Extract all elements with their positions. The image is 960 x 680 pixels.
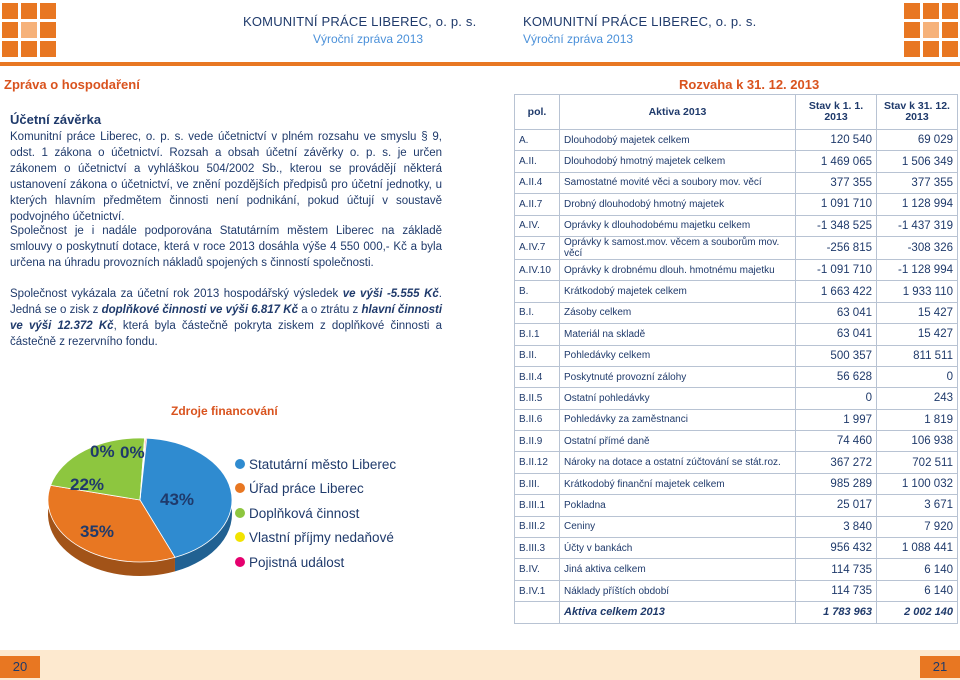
row-value-2: 243 [877, 388, 958, 409]
chart-title: Zdroje financování [171, 404, 278, 418]
header-left-title: KOMUNITNÍ PRÁCE LIBEREC, o. p. s. [243, 14, 477, 29]
row-value-1: 114 735 [796, 580, 877, 601]
table-row [515, 388, 958, 409]
row-code: A.IV.7 [515, 236, 560, 259]
row-code: B. [515, 281, 560, 302]
row-value-2: 1 100 032 [877, 473, 958, 494]
row-value-2: -308 326 [877, 236, 958, 259]
p3-text-c: . Jedná se o zisk z [10, 288, 442, 316]
row-value-1: 1 469 065 [796, 151, 877, 172]
row-value-1: 956 432 [796, 538, 877, 559]
row-value-2: 1 088 441 [877, 538, 958, 559]
row-value-2: 6 140 [877, 580, 958, 601]
row-name: Ostatní pohledávky [560, 388, 796, 409]
row-value-1: -1 091 710 [796, 259, 877, 280]
pie-label-1: 35% [80, 522, 115, 541]
row-value-1: 1 663 422 [796, 281, 877, 302]
footer-band [0, 650, 960, 680]
table-row [515, 409, 958, 430]
row-value-1: 74 460 [796, 431, 877, 452]
pie-label-0: 43% [160, 490, 195, 509]
table-row [515, 281, 958, 302]
table-row [515, 495, 958, 516]
row-name: Samostatné movité věci a soubory mov. věcí [560, 172, 796, 193]
total-v1: 1 783 963 [796, 602, 877, 623]
row-value-2: 15 427 [877, 324, 958, 345]
table-row [515, 236, 958, 259]
table-row [515, 172, 958, 193]
row-value-1: 3 840 [796, 516, 877, 537]
row-value-2: 1 933 110 [877, 281, 958, 302]
table-row [515, 302, 958, 323]
legend-item-3 [235, 530, 394, 545]
table-row [515, 366, 958, 387]
row-value-2: 15 427 [877, 302, 958, 323]
row-name: Ceniny [560, 516, 796, 537]
table-row [515, 345, 958, 366]
table-row [515, 431, 958, 452]
row-code: B.IV. [515, 559, 560, 580]
row-value-1: 25 017 [796, 495, 877, 516]
row-code: B.II. [515, 345, 560, 366]
row-value-1: 0 [796, 388, 877, 409]
row-code: A.IV.10 [515, 259, 560, 280]
row-value-2: 702 511 [877, 452, 958, 473]
row-name: Zásoby celkem [560, 302, 796, 323]
row-value-1: 377 355 [796, 172, 877, 193]
legend-label-4: Pojistná událost [249, 555, 345, 570]
row-name: Oprávky k samost.mov. věcem a souborům mov. věcí [560, 236, 796, 259]
row-name: Účty v bankách [560, 538, 796, 559]
paragraph-2: Společnost je i nadále podporována Statutárním městem Liberec na základě smlouvy o poskytnutí dotace, která v roce 2013 dosáhla výše 4 550 000,- Kč a byla určena na úhradu provozních nákladů spojených s činností společnosti. [10, 225, 442, 269]
row-value-1: 1 091 710 [796, 194, 877, 215]
row-value-1: 56 628 [796, 366, 877, 387]
row-value-2: 0 [877, 366, 958, 387]
row-name: Krátkodobý majetek celkem [560, 281, 796, 302]
row-code: A.II.4 [515, 172, 560, 193]
row-value-2: 3 671 [877, 495, 958, 516]
row-value-2: 811 511 [877, 345, 958, 366]
total-code [515, 602, 560, 623]
row-value-1: 120 540 [796, 130, 877, 151]
balance-sheet-table [514, 94, 958, 624]
header-right-title: KOMUNITNÍ PRÁCE LIBEREC, o. p. s. [523, 14, 757, 29]
row-code: B.II.9 [515, 431, 560, 452]
table-row [515, 324, 958, 345]
section-title-left: Zpráva o hospodaření [4, 77, 140, 92]
row-value-2: 7 920 [877, 516, 958, 537]
legend-label-1: Úřad práce Liberec [249, 481, 364, 496]
legend-dot-0 [235, 459, 245, 469]
row-name: Oprávky k dlouhodobému majetku celkem [560, 215, 796, 236]
paragraph-3 [10, 286, 442, 350]
row-code: B.IV.1 [515, 580, 560, 601]
table-row [515, 580, 958, 601]
row-value-1: 367 272 [796, 452, 877, 473]
section-title-right: Rozvaha k 31. 12. 2013 [679, 77, 820, 92]
row-name: Nároky na dotace a ostatní zúčtování se stát.roz. [560, 452, 796, 473]
legend-dot-3 [235, 532, 245, 542]
p3-result: ve výši -5.555 Kč [342, 288, 439, 300]
legend-label-0: Statutární město Liberec [249, 457, 397, 472]
table-row [515, 452, 958, 473]
row-code: B.III.3 [515, 538, 560, 559]
col-pol: pol. [515, 95, 560, 130]
row-code: A.II.7 [515, 194, 560, 215]
table-row [515, 151, 958, 172]
legend-item-4 [235, 555, 344, 570]
row-value-1: -256 815 [796, 236, 877, 259]
row-value-1: 63 041 [796, 324, 877, 345]
legend-item-1 [235, 481, 364, 496]
pie-label-2: 22% [70, 475, 105, 494]
pie-label-3: 0% [90, 442, 115, 461]
row-name: Dlouhodobý majetek celkem [560, 130, 796, 151]
total-name: Aktiva celkem 2013 [560, 602, 796, 623]
p3-text-a: Společnost vykázala za účetní rok 2013 hospodářský výsledek [10, 288, 343, 300]
table-row [515, 559, 958, 580]
table-row [515, 473, 958, 494]
row-code: A.IV. [515, 215, 560, 236]
col-stav-1: Stav k 1. 1. 2013 [796, 95, 877, 130]
row-name: Ostatní přímé daně [560, 431, 796, 452]
row-value-2: 377 355 [877, 172, 958, 193]
legend-item-0 [235, 457, 396, 472]
row-value-2: 1 128 994 [877, 194, 958, 215]
row-value-2: 1 506 349 [877, 151, 958, 172]
p3-text-e: a o ztrátu z [298, 304, 362, 316]
p3-text-g: , která byla částečně pokryta ziskem z doplňkové činnosti a částečně z rezervního fondu. [10, 320, 443, 348]
row-value-1: -1 348 525 [796, 215, 877, 236]
p3-main-activity: hlavní činnosti ve výši 12.372 Kč [10, 304, 443, 332]
row-code: A.II. [515, 151, 560, 172]
table-row [515, 516, 958, 537]
row-name: Pokladna [560, 495, 796, 516]
table-row [515, 194, 958, 215]
row-name: Jiná aktiva celkem [560, 559, 796, 580]
row-name: Náklady příštích období [560, 580, 796, 601]
legend-dot-1 [235, 483, 245, 493]
page-number-left: 20 [0, 656, 40, 678]
row-value-1: 500 357 [796, 345, 877, 366]
p3-side-activity: doplňkové činnosti ve výši 6.817 Kč [101, 304, 298, 316]
table-row [515, 215, 958, 236]
table-row [515, 259, 958, 280]
logo-right [904, 3, 958, 57]
col-name: Aktiva 2013 [560, 95, 796, 130]
heading-ucetni-zaverka: Účetní závěrka [10, 112, 102, 127]
row-name: Drobný dlouhodobý hmotný majetek [560, 194, 796, 215]
row-value-1: 1 997 [796, 409, 877, 430]
row-value-2: 69 029 [877, 130, 958, 151]
logo-left [2, 3, 56, 57]
total-v2: 2 002 140 [877, 602, 958, 623]
legend-label-2: Doplňková činnost [249, 506, 360, 521]
table-row [515, 130, 958, 151]
row-name: Materiál na skladě [560, 324, 796, 345]
row-value-2: 1 819 [877, 409, 958, 430]
page-number-right: 21 [920, 656, 960, 678]
legend-item-2 [235, 506, 359, 521]
row-code: B.III. [515, 473, 560, 494]
table-row [515, 538, 958, 559]
header-left-subtitle: Výroční zpráva 2013 [313, 32, 424, 46]
header-right-subtitle: Výroční zpráva 2013 [523, 32, 634, 46]
pie-chart [40, 425, 240, 595]
row-name: Oprávky k drobnému dlouh. hmotnému majetku [560, 259, 796, 280]
legend-dot-2 [235, 508, 245, 518]
row-name: Pohledávky za zaměstnanci [560, 409, 796, 430]
row-code: B.II.12 [515, 452, 560, 473]
row-code: B.I. [515, 302, 560, 323]
row-code: B.II.5 [515, 388, 560, 409]
row-value-1: 63 041 [796, 302, 877, 323]
pie-label-4: 0% [120, 443, 145, 462]
row-name: Krátkodobý finanční majetek celkem [560, 473, 796, 494]
header-divider [0, 62, 960, 66]
table-total-row [515, 602, 958, 623]
row-code: B.II.4 [515, 366, 560, 387]
row-value-2: 6 140 [877, 559, 958, 580]
row-value-2: -1 128 994 [877, 259, 958, 280]
row-value-1: 985 289 [796, 473, 877, 494]
row-name: Poskytnuté provozní zálohy [560, 366, 796, 387]
table-body [515, 130, 958, 602]
row-name: Pohledávky celkem [560, 345, 796, 366]
row-value-1: 114 735 [796, 559, 877, 580]
table-header-row [515, 95, 958, 130]
row-value-2: -1 437 319 [877, 215, 958, 236]
col-stav-2: Stav k 31. 12. 2013 [877, 95, 958, 130]
row-name: Dlouhodobý hmotný majetek celkem [560, 151, 796, 172]
paragraph-1: Komunitní práce Liberec, o. p. s. vede účetnictví v plném rozsahu ve smyslu § 9, odst. 1 zákona o účetnictví. Rozsah a obsah účetní závěrky o. p. s. je určen zákonem o účetnictví a vyhláškou 504/2002 Sb., kterou se provádějí některá ustanovení zákona o účetnictví, ve znění pozdějších předpisů pro účetní jednotky, u kterých hlavním předmětem činnosti není podnikání, pokud účtují v soustavě podvojného účetnictví. [10, 131, 442, 223]
legend-label-3: Vlastní příjmy nedaňové [249, 530, 394, 545]
row-code: B.I.1 [515, 324, 560, 345]
row-code: B.II.6 [515, 409, 560, 430]
row-code: B.III.1 [515, 495, 560, 516]
legend-dot-4 [235, 557, 245, 567]
row-value-2: 106 938 [877, 431, 958, 452]
row-code: B.III.2 [515, 516, 560, 537]
row-code: A. [515, 130, 560, 151]
